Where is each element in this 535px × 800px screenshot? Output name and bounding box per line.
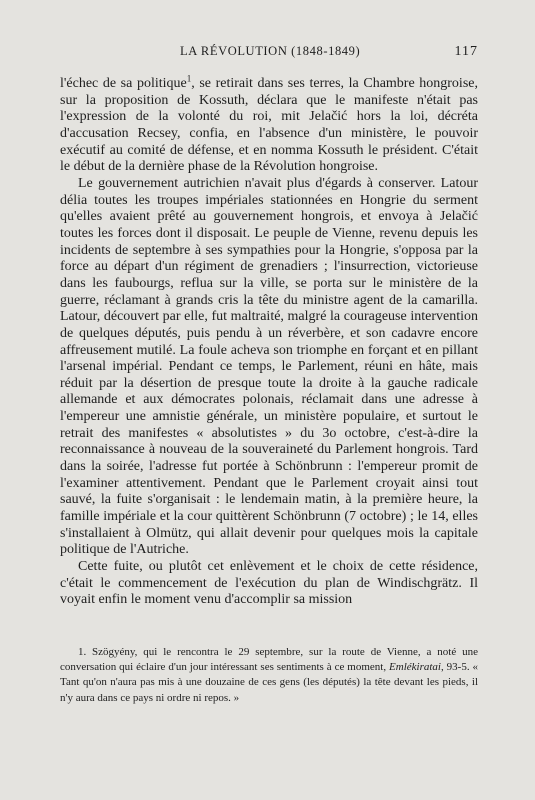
- running-title: LA RÉVOLUTION (1848-1849): [180, 44, 361, 58]
- footnote-text-rest: , 93-5. « Tant qu'on n'aura pas mis à une douzaine de ces gens (les députés) la tête devant les pieds, il n'y aura dans ce pays ni ordre ni repos. »: [60, 661, 478, 704]
- paragraph-1: [60, 73, 478, 176]
- paragraph-1-start: l'échec de sa politique: [60, 76, 187, 91]
- paragraph-1-rest: , se retirait dans ses terres, la Chambre hongroise, sur la proposition de Kossuth, déclara que le manifeste n'était pas l'expression de la volonté du roi, mit Jelačić hors la loi, décréta d'accusation Recsey, confia, en l'absence d'un ministère, le pouvoir exécutif au comité de défense, et en nomma Kossuth le président. C'était le début de la dernière phase de la Révolution hongroise.: [60, 76, 478, 175]
- paragraph-3: Cette fuite, ou plutôt cet enlèvement et le choix de cette résidence, c'était le commencement de l'exécution du plan de Windischgrätz. Il voyait enfin le moment venu d'accomplir sa mission: [60, 559, 478, 608]
- footnote-reference: 1: [186, 73, 192, 84]
- page-number: 117: [454, 44, 478, 59]
- footnote-text-start: Szögyény, qui le rencontra le 29 septembre, sur la route de Vienne, a noté une conversation qui éclaire d'un jour intéressant ses sentiments à ce moment,: [60, 646, 478, 674]
- footnote-mark: 1.: [78, 646, 87, 658]
- body-text: [60, 73, 478, 609]
- page-header: [60, 44, 478, 64]
- footnote: [60, 645, 478, 706]
- footnote-source-title: Emlékiratai: [389, 661, 441, 674]
- paragraph-2: Le gouvernement autrichien n'avait plus d'égards à conserver. Latour délia toutes les troupes impériales stationnées en Hongrie du serment qu'elles avaient prêté au gouvernement hongrois, et envoya à Jelačić toutes les forces dont il disposait. Le peuple de Vienne, revenu depuis les incidents de septembre à ses sympathies pour la Hongrie, s'opposa par la force au départ d'un régiment de grenadiers ; l'insurrection, victorieuse dans les faubourgs, reflua sur la ville, se porta sur le ministère de la guerre, réclamant à grands cris la tête du ministre agent de la camarilla. Latour, découvert par elle, fut maltraité, malgré la courageuse intervention de quelques députés, puis pendu à un réverbère, et son cadavre encore affreusement mutilé. La foule acheva son triomphe en forçant et en pillant l'arsenal impérial. Pendant ce temps, le Parlement, réuni en hâte, mais réduit par la désertion de presque toute la droite à la gauche radicale allemande et aux démocrates polonais, réclamait dans une adresse à l'empereur une amnistie générale, un ministère populaire, et surtout le retrait des manifestes « absolutistes » du 3o octobre, c'est-à-dire la reconnaissance à nouveau de la souveraineté du Parlement hongrois. Tard dans la soirée, l'adresse fut portée à Schönbrunn : l'empereur promit de l'examiner attentivement. Pendant que le Parlement croyait ainsi tout sauvé, la fuite s'organisait : le lendemain matin, à la première heure, la famille impériale et la cour quittèrent Schönbrunn (7 octobre) ; le 14, elles s'installaient à Olmütz, qui allait devenir pour quelques mois la capitale politique de l'Autriche.: [60, 175, 478, 558]
